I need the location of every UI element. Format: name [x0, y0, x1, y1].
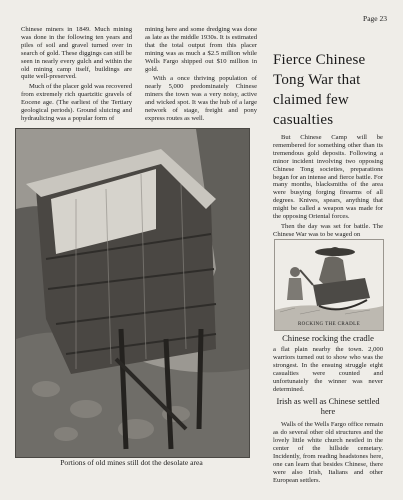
- paragraph: With a once thriving population of nearly 5,000 predominately Chinese miners the town was a very noisy, active and wicked spot. It was the hub of a large network of stage, freight and pony express routes as well.: [145, 75, 257, 122]
- old-mine-photo: [15, 128, 250, 458]
- paragraph: Then the day was set for battle. The Chinese War was to be waged on: [273, 222, 383, 238]
- column-2: [145, 26, 257, 125]
- section-subhead: Irish as well as Chinese settled here: [276, 397, 380, 417]
- paragraph: a flat plain nearby the town. 2,000 warriors turned out to show who was the strongest. In the ensuing struggle eight casualties were counted and unfortunately the winner was never determined.: [273, 346, 383, 393]
- rocking-cradle-drawing: [275, 240, 383, 330]
- mine-structure-illustration: [16, 129, 249, 457]
- column-1: [21, 26, 132, 125]
- cradle-illustration: [274, 239, 384, 331]
- photo-caption: Portions of old mines still dot the desolate area: [60, 458, 203, 467]
- paragraph: Much of the placer gold was recovered from extremely rich quartzitic gravels of Eocene age. (The earliest of the Tertiary geological periods). Ground sluicing and hydraulicing was a popular form of: [21, 83, 132, 122]
- column-3-continued: [273, 346, 383, 487]
- illustration-caption: Chinese rocking the cradle: [282, 333, 374, 343]
- paragraph: Chinese miners in 1849. Much mining was done in the following ten years and piles of soil and gravel turned over in search of gold. These diggings can still be seen in nearly every gulch and within the old mining camp itself, buildings are quite well-preserved.: [21, 26, 132, 81]
- paragraph: Walls of the Wells Fargo office remain as do several other old structures and the lovely little white church nestled in the center of the hillside cemetary. Incidently, from reading headstones here, one can learn that besides Chinese, there were also Irish, Italians and other European settlers.: [273, 421, 383, 484]
- column-3: [273, 26, 383, 241]
- paragraph: mining here and some dredging was done as late as the middle 1930s. It is estimated that the total output from this placer mining was as much a $2.5 million while Wells Fargo shipped out $10 million in gold.: [145, 26, 257, 73]
- paragraph: But Chinese Camp will be remembered for something other than its tremendous gold deposits. Following a minor incident involving two opposing Chinese Tong societies, preparations began for an intense and fierce battle. For many months, blacksmiths of the area were busying forging firearms of all degrees. Knives, spears, anything that might be called a weapon was made for the opposing Oriental forces.: [273, 134, 383, 221]
- page-number: Page 23: [363, 14, 387, 23]
- article-headline: Fierce Chinese Tong War that claimed few casualties: [273, 52, 366, 128]
- illustration-label: ROCKING THE CRADLE: [297, 322, 361, 327]
